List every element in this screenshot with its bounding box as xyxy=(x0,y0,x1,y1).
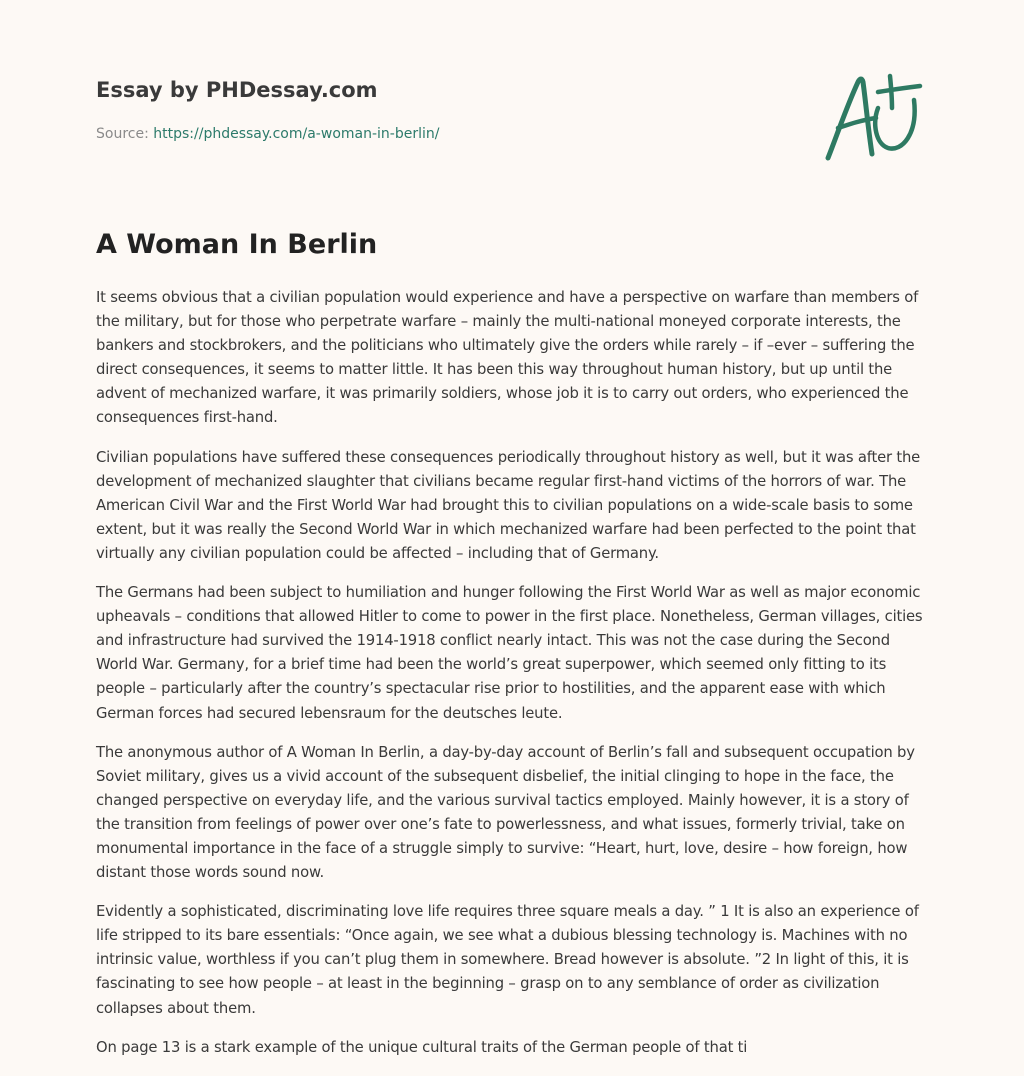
paragraph-2: Civilian populations have suffered these consequences periodically throughout history as well, but it was after the development of mechanized slaughter that civilians became regular first-hand victims of the horrors of war. The American Civil War and the First World War had brought this to civilian populations on a wide-scale basis to some extent, but it was really the Second World War in which mechanized warfare had been perfected to the point that virtually any civilian population could be affected – including that of Germany. xyxy=(96,448,921,562)
paragraph-4: The anonymous author of A Woman In Berlin, a day-by-day account of Berlin’s fall and subsequent occupation by Soviet military, gives us a vivid account of the subsequent disbelief, the initial clinging to hope in the face, the changed perspective on everyday life, and the various survival tactics employed. Mainly however, it is a story of the transition from feelings of power over one’s fate to powerlessness, and what issues, formerly trivial, take on monumental importance in the face of a struggle simply to survive: “Heart, hurt, love, desire – how foreign, how distant those words sound now. xyxy=(96,743,915,882)
essay-title: A Woman In Berlin xyxy=(96,229,378,260)
source-line xyxy=(96,124,936,144)
essay-article xyxy=(96,226,928,1075)
brand-title: Essay by PHDessay.com xyxy=(96,78,378,102)
source-link[interactable]: https://phdessay.com/a-woman-in-berlin/ xyxy=(153,126,440,142)
paragraph-6: On page 13 is a stark example of the unique cultural traits of the German people of that ti xyxy=(96,1038,748,1056)
paragraph-1: It seems obvious that a civilian population would experience and have a perspective on warfare than members of the military, but for those who perpetrate warfare – mainly the multi-national moneyed corporate interests, the bankers and stockbrokers, and the politicians who ultimately give the orders while rarely – if –ever – suffering the direct consequences, it seems to matter little. It has been this way throughout human history, but up until the advent of mechanized warfare, it was primarily soldiers, whose job it is to carry out orders, who experienced the consequences first-hand. xyxy=(96,289,919,427)
a-plus-grade-icon xyxy=(822,68,926,164)
essay-header xyxy=(96,76,936,144)
source-label: Source: xyxy=(96,126,149,142)
paragraph-3: The Germans had been subject to humiliation and hunger following the First World War as well as major economic upheavals – conditions that allowed Hitler to come to power in the first place. Nonetheless, German villages, cities and infrastructure had survived the 1914-1918 conflict nearly intact. This was not the case during the Second World War. Germany, for a brief time had been the world’s great superpower, which seemed only fitting to its people – particularly after the country’s spectacular rise prior to hostilities, and the apparent ease with which German forces had secured lebensraum for the deutsches leute. xyxy=(96,584,923,722)
paragraph-5: Evidently a sophisticated, discriminating love life requires three square meals a day. ” 1 It is also an experience of life stripped to its bare essentials: “Once again, we see what a dubious blessing technology is. Machines with no intrinsic value, worthless if you can’t plug them in somewhere. Bread however is absolute. ”2 In light of this, it is fascinating to see how people – at least in the beginning – grasp on to any semblance of order as civilization collapses about them. xyxy=(96,903,919,1017)
